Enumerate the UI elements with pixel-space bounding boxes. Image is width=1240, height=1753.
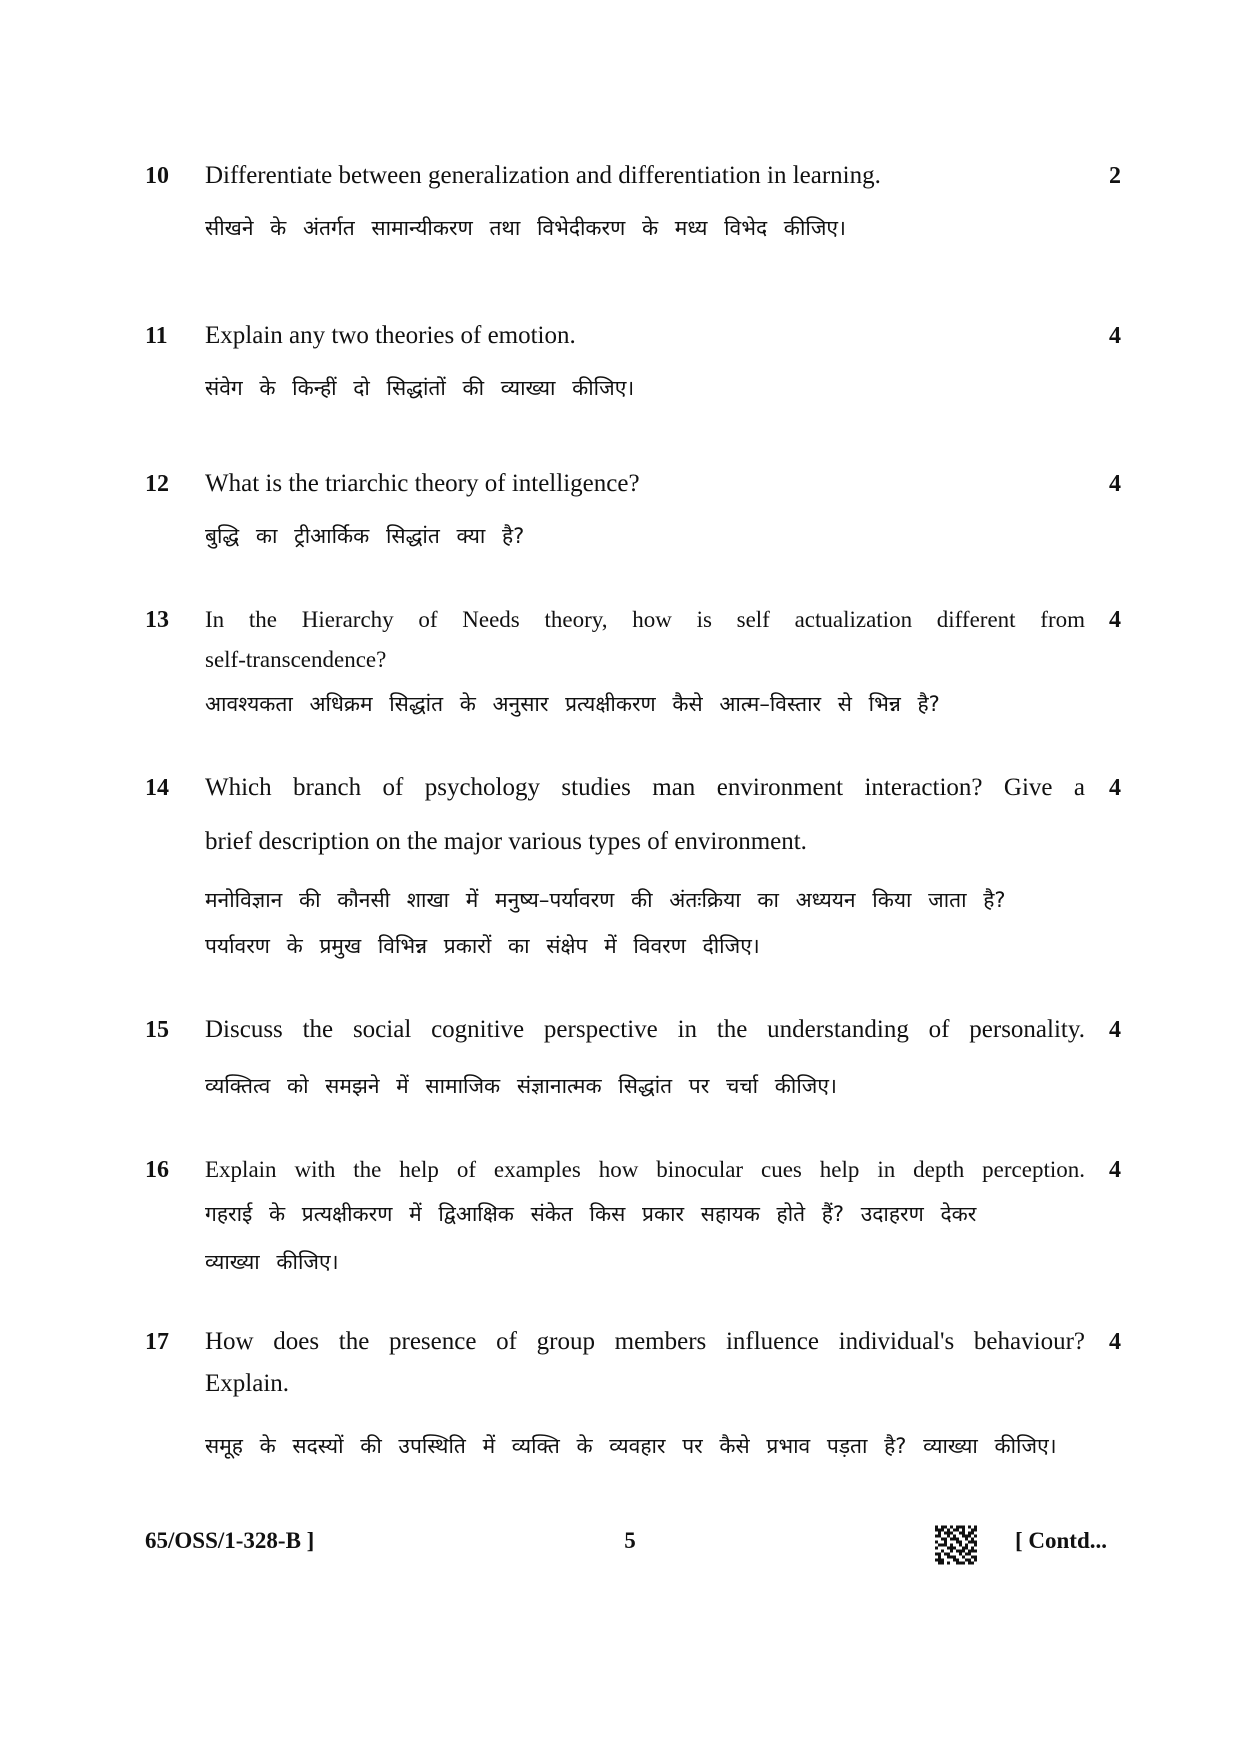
question-text-hindi: बुद्धि का ट्रीआर्किक सिद्धांत क्या है? xyxy=(205,524,525,548)
question-text-english: Explain with the help of examples how binocular cues help in depth perception. xyxy=(205,1157,1085,1182)
paper-code: 65/OSS/1-328-B ] xyxy=(145,1528,315,1553)
question-text-hindi: आवश्यकता अधिक्रम सिद्धांत के अनुसार प्रत्यक्षीकरण कैसे आत्म–विस्तार से भिन्न है? xyxy=(205,692,940,716)
question-text-hindi: व्यक्तित्व को समझने में सामाजिक संज्ञानात्मक सिद्धांत पर चर्चा कीजिए। xyxy=(205,1074,837,1098)
question-text-hindi: सीखने के अंतर्गत सामान्यीकरण तथा विभेदीकरण के मध्य विभेद कीजिए। xyxy=(205,216,846,240)
question-number: 15 xyxy=(145,1017,169,1043)
question-number: 10 xyxy=(145,163,169,189)
question-text-english: In the Hierarchy of Needs theory, how is self actualization different from xyxy=(205,607,1085,632)
question-marks: 4 xyxy=(1109,1017,1121,1043)
question-text-english: How does the presence of group members influence individual's behaviour? xyxy=(205,1328,1085,1355)
question-marks: 4 xyxy=(1109,775,1121,801)
qr-code-icon xyxy=(935,1525,977,1565)
question-text-english: brief description on the major various types of environment. xyxy=(205,828,807,855)
question-number: 16 xyxy=(145,1157,169,1183)
question-text-english: Explain. xyxy=(205,1370,290,1397)
question-text-english: What is the triarchic theory of intelligence? xyxy=(205,470,640,497)
question-number: 11 xyxy=(145,323,168,349)
page-footer xyxy=(0,1525,1240,1565)
question-marks: 4 xyxy=(1109,323,1121,349)
question-text-hindi: पर्यावरण के प्रमुख विभिन्न प्रकारों का संक्षेप में विवरण दीजिए। xyxy=(205,934,760,958)
question-text-hindi: संवेग के किन्हीं दो सिद्धांतों की व्याख्या कीजिए। xyxy=(205,376,635,400)
question-marks: 2 xyxy=(1109,163,1121,189)
question-text-hindi: व्याख्या कीजिए। xyxy=(205,1250,339,1274)
continued-label: [ Contd... xyxy=(1015,1528,1108,1553)
question-number: 14 xyxy=(145,775,169,801)
question-text-english: Which branch of psychology studies man environment interaction? Give a xyxy=(205,774,1085,801)
question-text-hindi: समूह के सदस्यों की उपस्थिति में व्यक्ति के व्यवहार पर कैसे प्रभाव पड़ता है? व्याख्या कीजिए। xyxy=(205,1434,1057,1458)
question-number: 12 xyxy=(145,471,169,497)
question-number: 13 xyxy=(145,607,169,633)
question-text-hindi: मनोविज्ञान की कौनसी शाखा में मनुष्य–पर्यावरण की अंतःक्रिया का अध्ययन किया जाता है? xyxy=(205,888,1006,912)
question-marks: 4 xyxy=(1109,607,1121,633)
question-marks: 4 xyxy=(1109,1157,1121,1183)
question-text-hindi: गहराई के प्रत्यक्षीकरण में द्विआक्षिक संकेत किस प्रकार सहायक होते हैं? उदाहरण देकर xyxy=(205,1202,977,1226)
question-text-english: self-transcendence? xyxy=(205,647,387,672)
question-text-english: Discuss the social cognitive perspective in the understanding of personality. xyxy=(205,1016,1085,1043)
question-number: 17 xyxy=(145,1329,169,1355)
question-text-english: Explain any two theories of emotion. xyxy=(205,322,576,349)
question-marks: 4 xyxy=(1109,471,1121,497)
question-marks: 4 xyxy=(1109,1329,1121,1355)
page-number: 5 xyxy=(624,1528,636,1553)
question-text-english: Differentiate between generalization and differentiation in learning. xyxy=(205,162,881,189)
